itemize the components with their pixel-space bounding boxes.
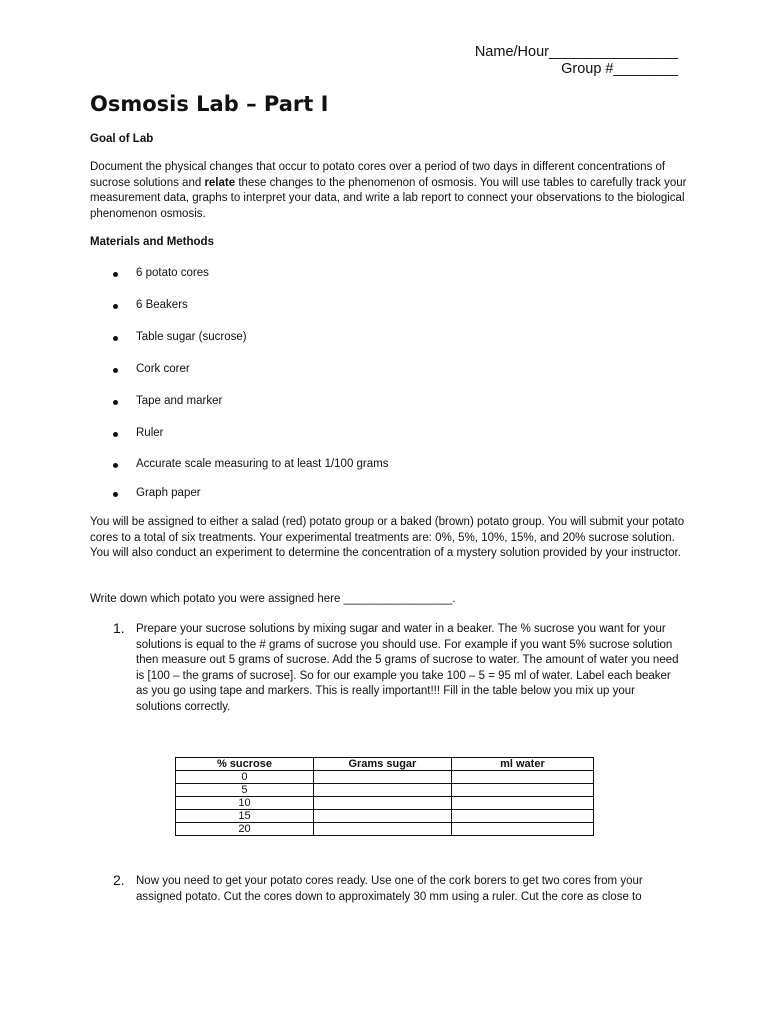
bullet-icon [113,492,118,497]
bullet-icon [113,304,118,309]
table-cell[interactable] [451,784,593,797]
group-field: Group #________ [561,61,678,77]
bullet-icon [113,368,118,373]
step-text: Now you need to get your potato cores ready. Use one of the cork borers to get two cores from your assigned potato. Cut the cores down to approximately 30 mm using a ruler. Cut the core as close to [136,875,643,903]
page-title: Osmosis Lab – Part I [90,92,329,116]
name-hour-field: Name/Hour________________ [474,44,678,60]
materials-heading: Materials and Methods [90,236,214,248]
table-header-row [176,758,594,771]
table-row [176,810,594,823]
table-cell[interactable] [451,771,593,784]
step-text: Prepare your sucrose solutions by mixing sugar and water in a beaker. The % sucrose you want for your solutions is equal to the # grams of sucrose you should use. For example if you want 5% sucrose solution then measure out 5 grams of sucrose. Add the 5 grams of sucrose to water. The amount of water you need is [100 – the grams of sucrose]. So for our example you take 100 – 5 = 95 ml of water. Label each beaker as you go using tape and markers. This is really important!!! Fill in the table below you mix up your solutions correctly. [136,623,679,713]
bullet-icon [113,400,118,405]
table-row [176,784,594,797]
goal-heading: Goal of Lab [90,133,154,145]
step-number: 1. [113,620,125,636]
table-cell[interactable] [451,823,593,836]
table-cell[interactable] [313,784,451,797]
column-header: % sucrose [176,758,314,771]
assignment-paragraph: You will be assigned to either a salad (red) potato group or a baked (brown) potato group. You will submit your potato cores to a total of six treatments. Your experimental treatments are: 0%, 5%, 10%, 15%, and 20% sucrose solution. You will also conduct an experiment to determine the concentration of a mystery solution provided by your instructor. [90,516,685,560]
solution-table [175,757,594,836]
table-cell[interactable] [451,797,593,810]
bullet-icon [113,272,118,277]
potato-assignment-line: Write down which potato you were assigned here _________________. [90,593,456,605]
table-cell: 20 [176,823,314,836]
goal-text-bold: relate [204,176,236,189]
table-cell[interactable] [313,771,451,784]
goal-text-end: these changes to the phenomenon of osmosis. You will use tables to carefully track your measurement data, graphs to interpret your data, and write a lab report to connect your observations to the biological phenomenon osmosis. [90,176,687,220]
table-row [176,771,594,784]
bullet-icon [113,336,118,341]
column-header: ml water [451,758,593,771]
table-row [176,797,594,810]
table-cell: 5 [176,784,314,797]
table-row [176,823,594,836]
step-number: 2. [113,872,125,888]
table-cell[interactable] [313,823,451,836]
goal-text-start: Document the physical changes that occur to potato cores over a period of two days in different concentrations of sucrose solutions and [90,161,666,189]
bullet-icon [113,463,118,468]
table-cell[interactable] [451,810,593,823]
table-cell: 15 [176,810,314,823]
document-page: Name/Hour________________ Group #________ Osmosis Lab – Part I Goal of Lab Document the physical changes that occur to potato cores over a period of two days in different concentrations of sucrose solutions and relate these changes to the phenomenon of osmosis. You will use tables to carefully track your measurement data, graphs to interpret your data, and write a lab report to connect your observations to the biological phenomenon osmosis. Materials and Methods 6 potato cores 6 Beakers Table sugar (sucrose) Cork corer Tape and marker Ruler Accurate scale measuring to at least 1/100 grams Graph paper You will be assigned to either a salad (red) potato group or a baked (brown) potato group. You will submit your potato cores to a total of six treatments. Your experimental treatments are: 0%, 5%, 10%, 15%, and 20% sucrose solution. You will also conduct an experiment to determine the concentration of a mystery solution provided by your instructor. Write down which potato you were assigned here _________________. 1. Prepare your sucrose solutions by mixing sugar and water in a beaker. The % sucrose you want for your solutions is equal to the # grams of sucrose you should use. For example if you want 5% sucrose solution then measure out 5 grams of sucrose. Add the 5 grams of sucrose to water. The amount of water you need is [100 – the grams of sucrose]. So for our example you take 100 – 5 = 95 ml of water. Label each beaker as you go using tape and markers. This is really important!!! Fill in the table below you mix up your solutions correctly. % sucrose Grams sugar ml water 0 5 10 15 20 2. Now you need to get your potato cores ready. Use one of the cork borers to get two cores from your assigned potato. Cut the cores down to approximately 30 mm using a ruler. Cut the core as close to [0,0,768,1024]
table-cell: 10 [176,797,314,810]
column-header: Grams sugar [313,758,451,771]
goal-paragraph [90,160,690,222]
header-fields [475,44,678,78]
table-cell[interactable] [313,797,451,810]
bullet-icon [113,432,118,437]
table-cell[interactable] [313,810,451,823]
table-cell: 0 [176,771,314,784]
